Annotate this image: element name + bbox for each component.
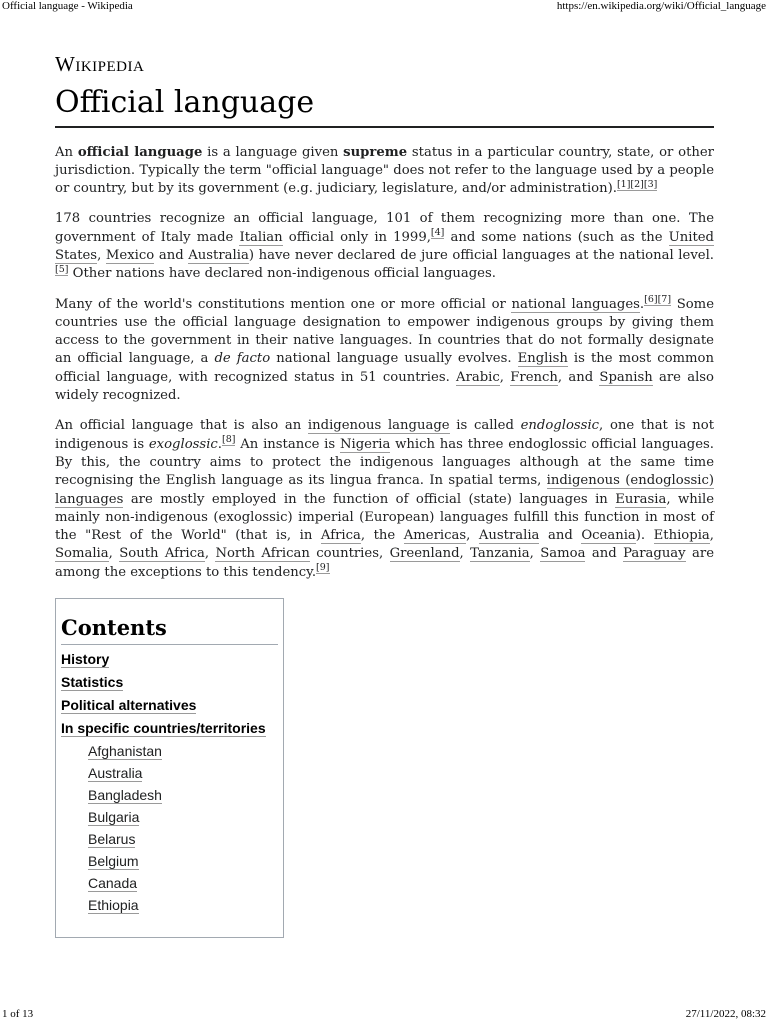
paragraph-endoglossic: An official language that is also an indigenous language is called endoglossic, one that is not indigenous is exoglossic.[8] An instance is Nigeria which has three endoglossic official languages. By this, the country aims to protect the indigenous languages although at the same time recognising the English language as its lingua franca. In spatial terms, indigenous (endoglossic) languages are mostly employed in the function of official (state) languages in Eurasia, while mainly non-indigenous (exoglossic) imperial (European) languages fulfill this function in most of the "Rest of the World" (that is, in Africa, the Americas, Australia and Oceania). Ethiopia, Somalia, South Africa, North African countries, Greenland, Tanzania, Samoa and Paraguay are among the exceptions to this tendency.[9] bbox=[55, 418, 714, 580]
toc-subitem-canada[interactable]: Canada bbox=[88, 875, 138, 892]
link-australia-continent[interactable]: Australia bbox=[478, 528, 540, 544]
link-nigeria[interactable]: Nigeria bbox=[339, 436, 391, 452]
toc-subitem-belgium[interactable]: Belgium bbox=[88, 853, 139, 870]
print-page-title: Official language - Wikipedia bbox=[2, 0, 133, 12]
link-samoa[interactable]: Samoa bbox=[540, 546, 586, 562]
link-italian[interactable]: Italian bbox=[239, 229, 283, 245]
toc-subitem-bangladesh[interactable]: Bangladesh bbox=[88, 787, 162, 804]
toc-subitem-afghanistan[interactable]: Afghanistan bbox=[88, 743, 162, 760]
link-greenland[interactable]: Greenland bbox=[389, 546, 460, 562]
reference-8[interactable]: [8] bbox=[222, 434, 236, 446]
print-url: https://en.wikipedia.org/wiki/Official_language bbox=[556, 0, 766, 12]
link-indigenous-endoglossic-languages[interactable]: indigenous (endoglossic) languages bbox=[55, 473, 714, 507]
link-americas[interactable]: Americas bbox=[403, 528, 467, 544]
print-page-count: 1 of 13 bbox=[2, 1008, 34, 1020]
print-footer bbox=[0, 1008, 768, 1024]
link-africa[interactable]: Africa bbox=[320, 528, 361, 544]
toc-item-specific-countries[interactable]: In specific countries/territories bbox=[61, 720, 266, 737]
italic-de-facto: de facto bbox=[214, 351, 271, 367]
link-arabic[interactable]: Arabic bbox=[456, 369, 500, 385]
link-ethiopia[interactable]: Ethiopia bbox=[653, 528, 710, 544]
link-national-languages[interactable]: national languages bbox=[511, 296, 640, 312]
wikipedia-wordmark[interactable]: Wikipedia bbox=[55, 52, 145, 76]
article-body bbox=[55, 144, 714, 583]
toc-item-history[interactable]: History bbox=[61, 651, 110, 668]
toc-subitem-belarus[interactable]: Belarus bbox=[88, 831, 136, 848]
page-title: Official language bbox=[55, 84, 714, 128]
link-paraguay[interactable]: Paraguay bbox=[623, 546, 686, 562]
print-datetime: 27/11/2022, 08:32 bbox=[685, 1008, 766, 1020]
paragraph-count: 178 countries recognize an official language, 101 of them recognizing more than one. The government of Italy made Italian official only in 1999,[4] and some nations (such as the United States, Mexico and Australia) have never declared de jure official languages at the national level.[5] Other nations have declared non-indigenous official languages. bbox=[55, 211, 714, 282]
paragraph-constitutions: Many of the world's constitutions mention one or more official or national languages.[6][7] Some countries use the official language designation to empower indigenous groups by giving them access to the government in their native languages. In countries that do not formally designate an official language, a de facto national language usually evolves. English is the most common official language, with recognized status in 51 countries. Arabic, French, and Spanish are also widely recognized. bbox=[55, 294, 714, 404]
paragraph-intro: An official language is a language given supreme status in a particular country, state, or other jurisdiction. Typically the term "official language" does not refer to the language used by a people or country, but by its government (e.g. judiciary, legislature, and/or administration).[1][2][3] bbox=[55, 144, 714, 197]
toc-subitem-australia[interactable]: Australia bbox=[88, 765, 143, 782]
link-english[interactable]: English bbox=[517, 351, 568, 367]
link-tanzania[interactable]: Tanzania bbox=[470, 546, 530, 562]
link-united-states[interactable]: United States bbox=[55, 229, 714, 263]
reference-1-2-3[interactable]: [1][2][3] bbox=[616, 178, 658, 190]
reference-5[interactable]: [5] bbox=[55, 263, 69, 275]
reference-4[interactable]: [4] bbox=[430, 227, 445, 239]
article-page bbox=[55, 52, 714, 938]
table-of-contents bbox=[55, 598, 284, 938]
toc-item-statistics[interactable]: Statistics bbox=[61, 674, 124, 691]
bold-term-official-language: official language bbox=[77, 144, 203, 160]
link-somalia[interactable]: Somalia bbox=[55, 546, 109, 562]
link-australia[interactable]: Australia bbox=[188, 247, 249, 263]
italic-exoglossic: exoglossic bbox=[148, 436, 218, 452]
reference-6-7[interactable]: [6][7] bbox=[644, 294, 672, 306]
link-spanish[interactable]: Spanish bbox=[599, 369, 653, 385]
link-indigenous-language[interactable]: indigenous language bbox=[307, 418, 450, 434]
toc-subitem-bulgaria[interactable]: Bulgaria bbox=[88, 809, 140, 826]
toc-subsection-list bbox=[61, 743, 278, 919]
toc-item-political-alternatives[interactable]: Political alternatives bbox=[61, 697, 197, 714]
link-french[interactable]: French bbox=[510, 369, 558, 385]
toc-title: Contents bbox=[61, 615, 278, 645]
print-header bbox=[0, 0, 768, 14]
link-mexico[interactable]: Mexico bbox=[105, 247, 155, 263]
toc-subitem-ethiopia[interactable]: Ethiopia bbox=[88, 897, 139, 914]
bold-term-supreme: supreme bbox=[343, 144, 408, 160]
link-north-african[interactable]: North African bbox=[215, 546, 310, 562]
link-eurasia[interactable]: Eurasia bbox=[615, 491, 667, 507]
italic-endoglossic: endoglossic bbox=[520, 418, 600, 434]
reference-9[interactable]: [9] bbox=[316, 562, 330, 574]
link-south-africa[interactable]: South Africa bbox=[119, 546, 205, 562]
link-oceania[interactable]: Oceania bbox=[581, 528, 636, 544]
